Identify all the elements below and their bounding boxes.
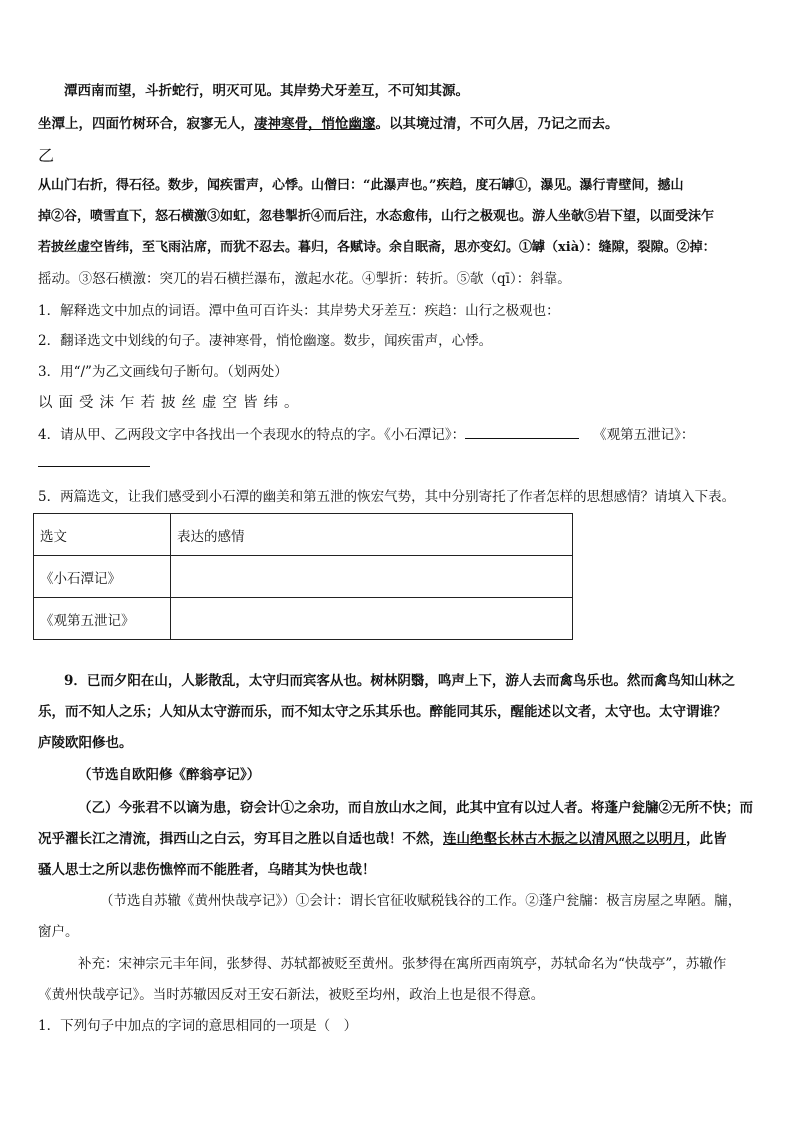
passage-b-yi-line-1: （乙）今张君不以谪为患，窃会计①之余功，而自放山水之间，此其中宜有以过人者。将蓬户瓮牖②无所不快；而 [78, 800, 753, 816]
passage-b-source-2: （节选自苏辙《黄州快哉亭记》）①会计：谓长官征收赋税钱谷的工作。②蓬户瓮牖：极言房屋之卑陋。牖， [100, 893, 742, 909]
question-5: 5．两篇选文，让我们感受到小石潭的幽美和第五泄的恢宏气势，其中分别寄托了作者怎样的思想感情？请填入下表。 [38, 489, 736, 505]
passage-jia-underlined: 凄神寒骨，悄怆幽邃 [254, 116, 376, 132]
table-cell-answer[interactable] [171, 598, 573, 640]
table-row [34, 556, 573, 598]
passage-b-yi-line-3: 骚人思士之所以悲伤憔悴而不能胜者，乌睹其为快也哉！ [38, 862, 376, 878]
passage-b-line-3: 庐陵欧阳修也。 [38, 735, 133, 751]
passage-jia-line-2 [38, 113, 758, 135]
passage-yi-label: 乙 [38, 146, 55, 165]
passage-yi-line-2: 掉②谷，喷雪直下，怒石横激③如虹，忽巷掣折④而后注，水态愈伟，山行之极观也。游人坐欹⑤岩下望，以面受沫乍 [38, 209, 715, 224]
passage-b-source-1: （节选自欧阳修《醉翁亭记》） [78, 767, 261, 783]
passage-b-yi-line-2 [38, 828, 758, 850]
passage-b-question-1: 1．下列句子中加点的字词的意思相同的一项是（ ） [38, 1018, 358, 1034]
table-cell-title: 《小石潭记》 [34, 556, 171, 598]
passage-jia-line-2-pre: 坐潭上，四面竹树环合，寂寥无人， [38, 116, 254, 132]
passage-yi-notes: 摇动。③怒石横激：突兀的岩石横拦瀑布，激起水花。④掣折：转折。⑤欹（qī）：斜靠。 [38, 271, 571, 287]
passage-b-line-2: 乐，而不知人之乐；人知从太守游而乐，而不知太守之乐其乐也。醉能同其乐，醒能述以文者，太守也。太守谓谁？ [38, 704, 727, 720]
question-4 [38, 424, 758, 446]
supplement-line-2: 《黄州快哉亭记》。当时苏辙因反对王安石新法，被贬至均州，政治上也是很不得意。 [38, 987, 545, 1003]
table-header-cell: 选文 [34, 514, 171, 556]
question-1: 1．解释选文中加点的词语。潭中鱼可百许头：其岸势犬牙差互：疾趋：山行之极观也： [38, 303, 560, 319]
table-row [34, 598, 573, 640]
feelings-table [33, 513, 573, 640]
passage-b-underlined: 连山绝壑长林古木振之以清风照之以明月 [443, 831, 686, 847]
question-2: 2．翻译选文中划线的句子。凄神寒骨，悄怆幽邃。数步，闻疾雷声，心悸。 [38, 333, 493, 349]
passage-b-yi-line-2-pre: 况乎濯长江之清流，揖西山之白云，穷耳目之胜以自适也哉！不然， [38, 831, 443, 847]
question-4-part-a: 4．请从甲、乙两段文字中各找出一个表现水的特点的字。《小石潭记》： [38, 427, 466, 443]
passage-jia-line-2-post: 。以其境过清，不可久居，乃记之而去。 [375, 116, 619, 132]
passage-b-line-1: 9．已而夕阳在山，人影散乱，太守归而宾客从也。树林阴翳，鸣声上下，游人去而禽鸟乐也。然而禽鸟知山林之 [64, 673, 735, 689]
answer-blank-2-line [38, 452, 758, 474]
question-3-sentence: 以面受沫乍若披丝虚空皆纬。 [38, 395, 305, 411]
passage-yi-line-3: 若披丝虚空皆纬，至飞雨沾席，而犹不忍去。暮归，各赋诗。余自眠斋，思亦变幻。①罅（xià）：缝隙，裂隙。②掉： [38, 240, 716, 255]
supplement-line-1: 补充：宋神宗元丰年间，张梦得、苏轼都被贬至黄州。张梦得在寓所西南筑亭，苏轼命名为“快哉亭”，苏辙作 [78, 956, 727, 972]
passage-yi-line-1: 从山门右折，得石径。数步，闻疾雷声，心悸。山僧曰：“此瀑声也。”疾趋，度石罅①，瀑见。瀑行青壁间，撼山 [38, 178, 684, 193]
passage-b-source-2-cont: 窗户。 [38, 924, 79, 940]
answer-blank-1[interactable] [465, 424, 579, 439]
passage-b-yi-line-2-post: ，此皆 [686, 831, 727, 847]
answer-blank-2[interactable] [38, 452, 150, 467]
table-header-cell: 表达的感情 [171, 514, 573, 556]
passage-jia-line-1: 潭西南而望，斗折蛇行，明灭可见。其岸势犬牙差互，不可知其源。 [64, 83, 469, 99]
question-4-part-b: 《观第五泄记》： [593, 427, 695, 443]
table-header-row [34, 514, 573, 556]
table-cell-title: 《观第五泄记》 [34, 598, 171, 640]
question-3: 3．用“/”为乙文画线句子断句。（划两处） [38, 364, 288, 380]
table-cell-answer[interactable] [171, 556, 573, 598]
